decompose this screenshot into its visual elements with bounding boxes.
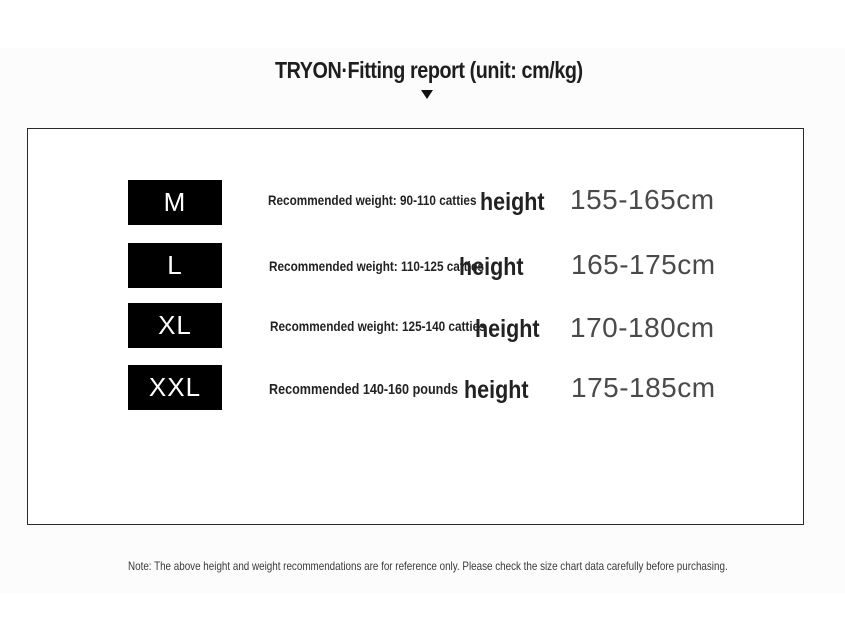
height-range: 155-165cm: [570, 184, 715, 215]
height-label: height: [459, 253, 524, 281]
size-row-m: [0, 180, 845, 226]
triangle-down-icon: [421, 90, 433, 99]
size-badge: L: [128, 243, 222, 288]
size-badge: XXL: [128, 365, 222, 410]
size-row-l: [0, 243, 845, 289]
height-range: 175-185cm: [571, 372, 716, 403]
recommended-weight: Recommended 140-160 pounds: [269, 381, 459, 398]
size-badge: XL: [128, 303, 222, 348]
size-row-xxl: [0, 365, 845, 411]
recommended-weight: Recommended weight: 90-110 catties: [268, 192, 477, 208]
size-badge: M: [128, 180, 222, 225]
height-range: 165-175cm: [571, 249, 716, 280]
height-label: height: [464, 376, 529, 404]
height-label: height: [475, 315, 540, 343]
disclaimer-note: Note: The above height and weight recommendations are for reference only. Please check the size chart data carefully before purchasing.: [128, 559, 728, 573]
page-title: TRYON·Fitting report (unit: cm/kg): [275, 57, 583, 83]
recommended-weight: Recommended weight: 125-140 catties: [270, 318, 486, 334]
height-range: 170-180cm: [570, 312, 715, 343]
size-row-xl: [0, 303, 845, 349]
height-label: height: [480, 188, 545, 216]
recommended-weight: Recommended weight: 110-125 catties: [269, 258, 485, 274]
